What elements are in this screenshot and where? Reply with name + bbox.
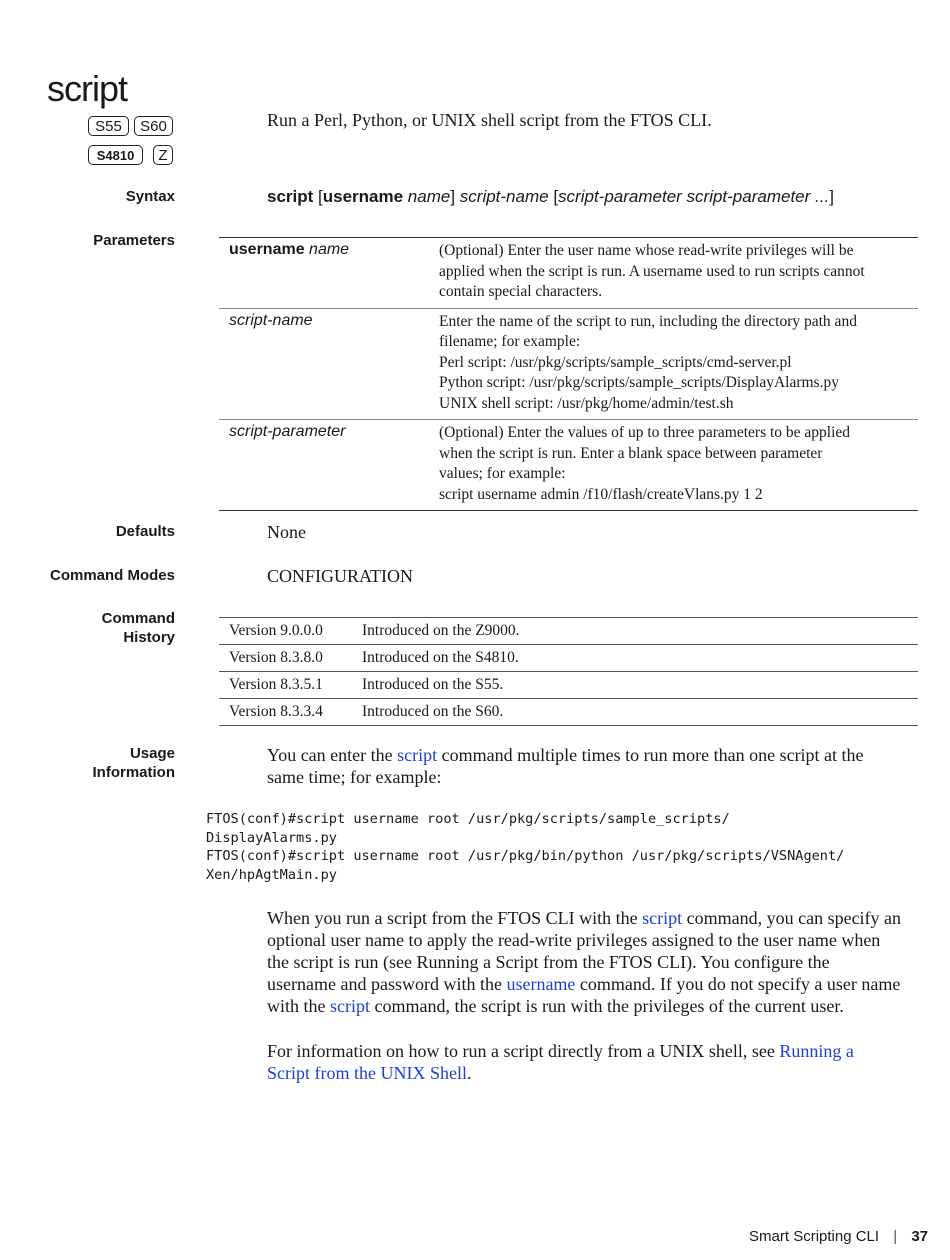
script-command-link[interactable]: script bbox=[330, 996, 370, 1016]
parameter-description bbox=[439, 420, 918, 511]
syntax-arg-parameters: script-parameter script-parameter ... bbox=[558, 187, 830, 206]
history-note: Introduced on the S60. bbox=[362, 703, 504, 720]
script-command-link[interactable]: script bbox=[397, 745, 438, 765]
history-row bbox=[219, 645, 918, 672]
text-run: with the bbox=[267, 996, 330, 1016]
page-number: 37 bbox=[911, 1228, 928, 1245]
history-note: Introduced on the S4810. bbox=[362, 649, 519, 666]
usage-information-label bbox=[93, 744, 176, 782]
code-line: Xen/hpAgtMain.py bbox=[206, 866, 337, 883]
text-run: username and password with the bbox=[267, 974, 507, 994]
parameter-row bbox=[219, 308, 918, 420]
parameters-label: Parameters bbox=[93, 232, 175, 249]
syntax-bracket: [ bbox=[548, 187, 559, 206]
paragraph-line bbox=[267, 973, 901, 995]
parameter-row bbox=[219, 420, 918, 511]
command-history-label bbox=[102, 609, 175, 647]
description-line: contain special characters. bbox=[439, 283, 603, 300]
parameters-table bbox=[219, 237, 918, 511]
description-line: applied when the script is run. A username used to run scripts cannot bbox=[439, 262, 865, 280]
parameter-arg: script-name bbox=[229, 311, 313, 329]
parameter-keyword: username bbox=[229, 241, 305, 258]
syntax-arg-script-name: script-name bbox=[459, 187, 549, 206]
history-row bbox=[219, 618, 918, 645]
code-line: FTOS(conf)#script username root /usr/pkg/bin/python /usr/pkg/scripts/VSNAgent/ bbox=[206, 848, 845, 864]
usage-paragraph-1 bbox=[267, 744, 864, 788]
code-line: FTOS(conf)#script username root /usr/pkg/scripts/sample_scripts/ bbox=[206, 811, 730, 827]
parameter-arg: script-parameter bbox=[229, 423, 346, 440]
text-run: command, you can specify an bbox=[682, 908, 902, 928]
command-description: Run a Perl, Python, or UNIX shell script from the FTOS CLI. bbox=[267, 110, 712, 130]
paragraph-line: same time; for example: bbox=[267, 767, 442, 787]
command-history-table bbox=[219, 617, 918, 726]
description-line: Enter the name of the script to run, including the directory path and bbox=[439, 312, 857, 330]
label-line: Usage bbox=[129, 745, 175, 762]
paragraph-line bbox=[267, 995, 901, 1017]
parameter-term bbox=[219, 420, 439, 511]
syntax-line bbox=[267, 187, 834, 207]
description-line: UNIX shell script: /usr/pkg/home/admin/test.sh bbox=[439, 394, 734, 412]
code-line: DisplayAlarms.py bbox=[206, 829, 337, 846]
command-modes-label: Command Modes bbox=[49, 567, 175, 584]
syntax-bracket: ] bbox=[450, 187, 460, 206]
syntax-keyword: username bbox=[322, 187, 404, 206]
syntax-bracket: [ bbox=[313, 187, 323, 206]
description-line: when the script is run. Enter a blank space between parameter bbox=[439, 444, 823, 462]
syntax-arg-name: name bbox=[403, 187, 451, 206]
command-modes-value: CONFIGURATION bbox=[267, 566, 414, 586]
label-line: History bbox=[123, 629, 175, 646]
parameter-term bbox=[219, 238, 439, 309]
history-note: Introduced on the Z9000. bbox=[362, 622, 520, 639]
syntax-command: script bbox=[267, 187, 314, 206]
paragraph-line bbox=[267, 1062, 854, 1084]
text-run: . bbox=[466, 1063, 472, 1083]
defaults-label: Defaults bbox=[115, 523, 175, 540]
syntax-label: Syntax bbox=[125, 188, 175, 205]
description-line: script username admin /f10/flash/createVlans.py 1 2 bbox=[439, 485, 763, 503]
platform-badge-s60: S60 bbox=[134, 116, 173, 136]
text-run: command. If you do not specify a user name bbox=[575, 974, 901, 994]
history-version: Version 8.3.3.4 bbox=[229, 703, 323, 720]
code-example bbox=[206, 810, 844, 884]
history-row bbox=[219, 699, 918, 726]
syntax-bracket: ] bbox=[829, 187, 834, 206]
description-line: Perl script: /usr/pkg/scripts/sample_scripts/cmd-server.pl bbox=[439, 353, 792, 371]
text-run: For information on how to run a script directly from a UNIX shell, see bbox=[267, 1041, 780, 1061]
paragraph-line bbox=[267, 907, 901, 929]
footer-section-title: Smart Scripting CLI bbox=[749, 1228, 880, 1245]
history-version: Version 8.3.5.1 bbox=[229, 676, 323, 693]
paragraph-line: the script is run (see Running a Script from the FTOS CLI). You configure the bbox=[267, 952, 830, 972]
footer-separator: | bbox=[893, 1228, 898, 1245]
description-line: Python script: /usr/pkg/scripts/sample_scripts/DisplayAlarms.py bbox=[439, 374, 839, 391]
paragraph-line: optional user name to apply the read-write privileges assigned to the user name when bbox=[267, 930, 881, 950]
parameter-term bbox=[219, 308, 439, 420]
parameter-row bbox=[219, 238, 918, 309]
username-command-link[interactable]: username bbox=[506, 974, 576, 994]
platform-badge-s55: S55 bbox=[88, 116, 129, 136]
history-note: Introduced on the S55. bbox=[362, 676, 504, 693]
paragraph-line bbox=[267, 1040, 854, 1062]
history-row bbox=[219, 672, 918, 699]
script-command-link[interactable]: script bbox=[642, 908, 683, 928]
paragraph-line bbox=[267, 744, 864, 766]
description-line: values; for example: bbox=[439, 465, 566, 482]
unix-shell-section-link[interactable]: Script from the UNIX Shell bbox=[267, 1063, 467, 1083]
usage-paragraph-3 bbox=[267, 1040, 854, 1084]
defaults-value: None bbox=[267, 522, 306, 542]
description-line: (Optional) Enter the user name whose read-write privileges will be bbox=[439, 242, 854, 259]
usage-paragraph-2 bbox=[267, 907, 901, 1017]
platform-badge-z: Z bbox=[153, 145, 173, 165]
parameter-description bbox=[439, 238, 918, 309]
text-run: When you run a script from the FTOS CLI with the bbox=[267, 908, 643, 928]
text-run: command, the script is run with the privileges of the current user. bbox=[370, 996, 844, 1016]
page-title: script bbox=[47, 68, 128, 109]
text-run: command multiple times to run more than one script at the bbox=[437, 745, 864, 765]
unix-shell-section-link[interactable]: Running a bbox=[779, 1041, 854, 1061]
history-version: Version 9.0.0.0 bbox=[229, 622, 323, 639]
description-line: filename; for example: bbox=[439, 333, 581, 350]
text-run: You can enter the bbox=[267, 745, 398, 765]
label-line: Command bbox=[101, 610, 175, 627]
description-line: (Optional) Enter the values of up to three parameters to be applied bbox=[439, 424, 851, 441]
page-footer bbox=[749, 1228, 928, 1245]
platform-badge-s4810: S4810 bbox=[88, 145, 143, 165]
parameter-description bbox=[439, 308, 918, 420]
parameter-arg: name bbox=[304, 241, 350, 258]
label-line: Information bbox=[92, 764, 175, 781]
history-version: Version 8.3.8.0 bbox=[229, 649, 323, 666]
